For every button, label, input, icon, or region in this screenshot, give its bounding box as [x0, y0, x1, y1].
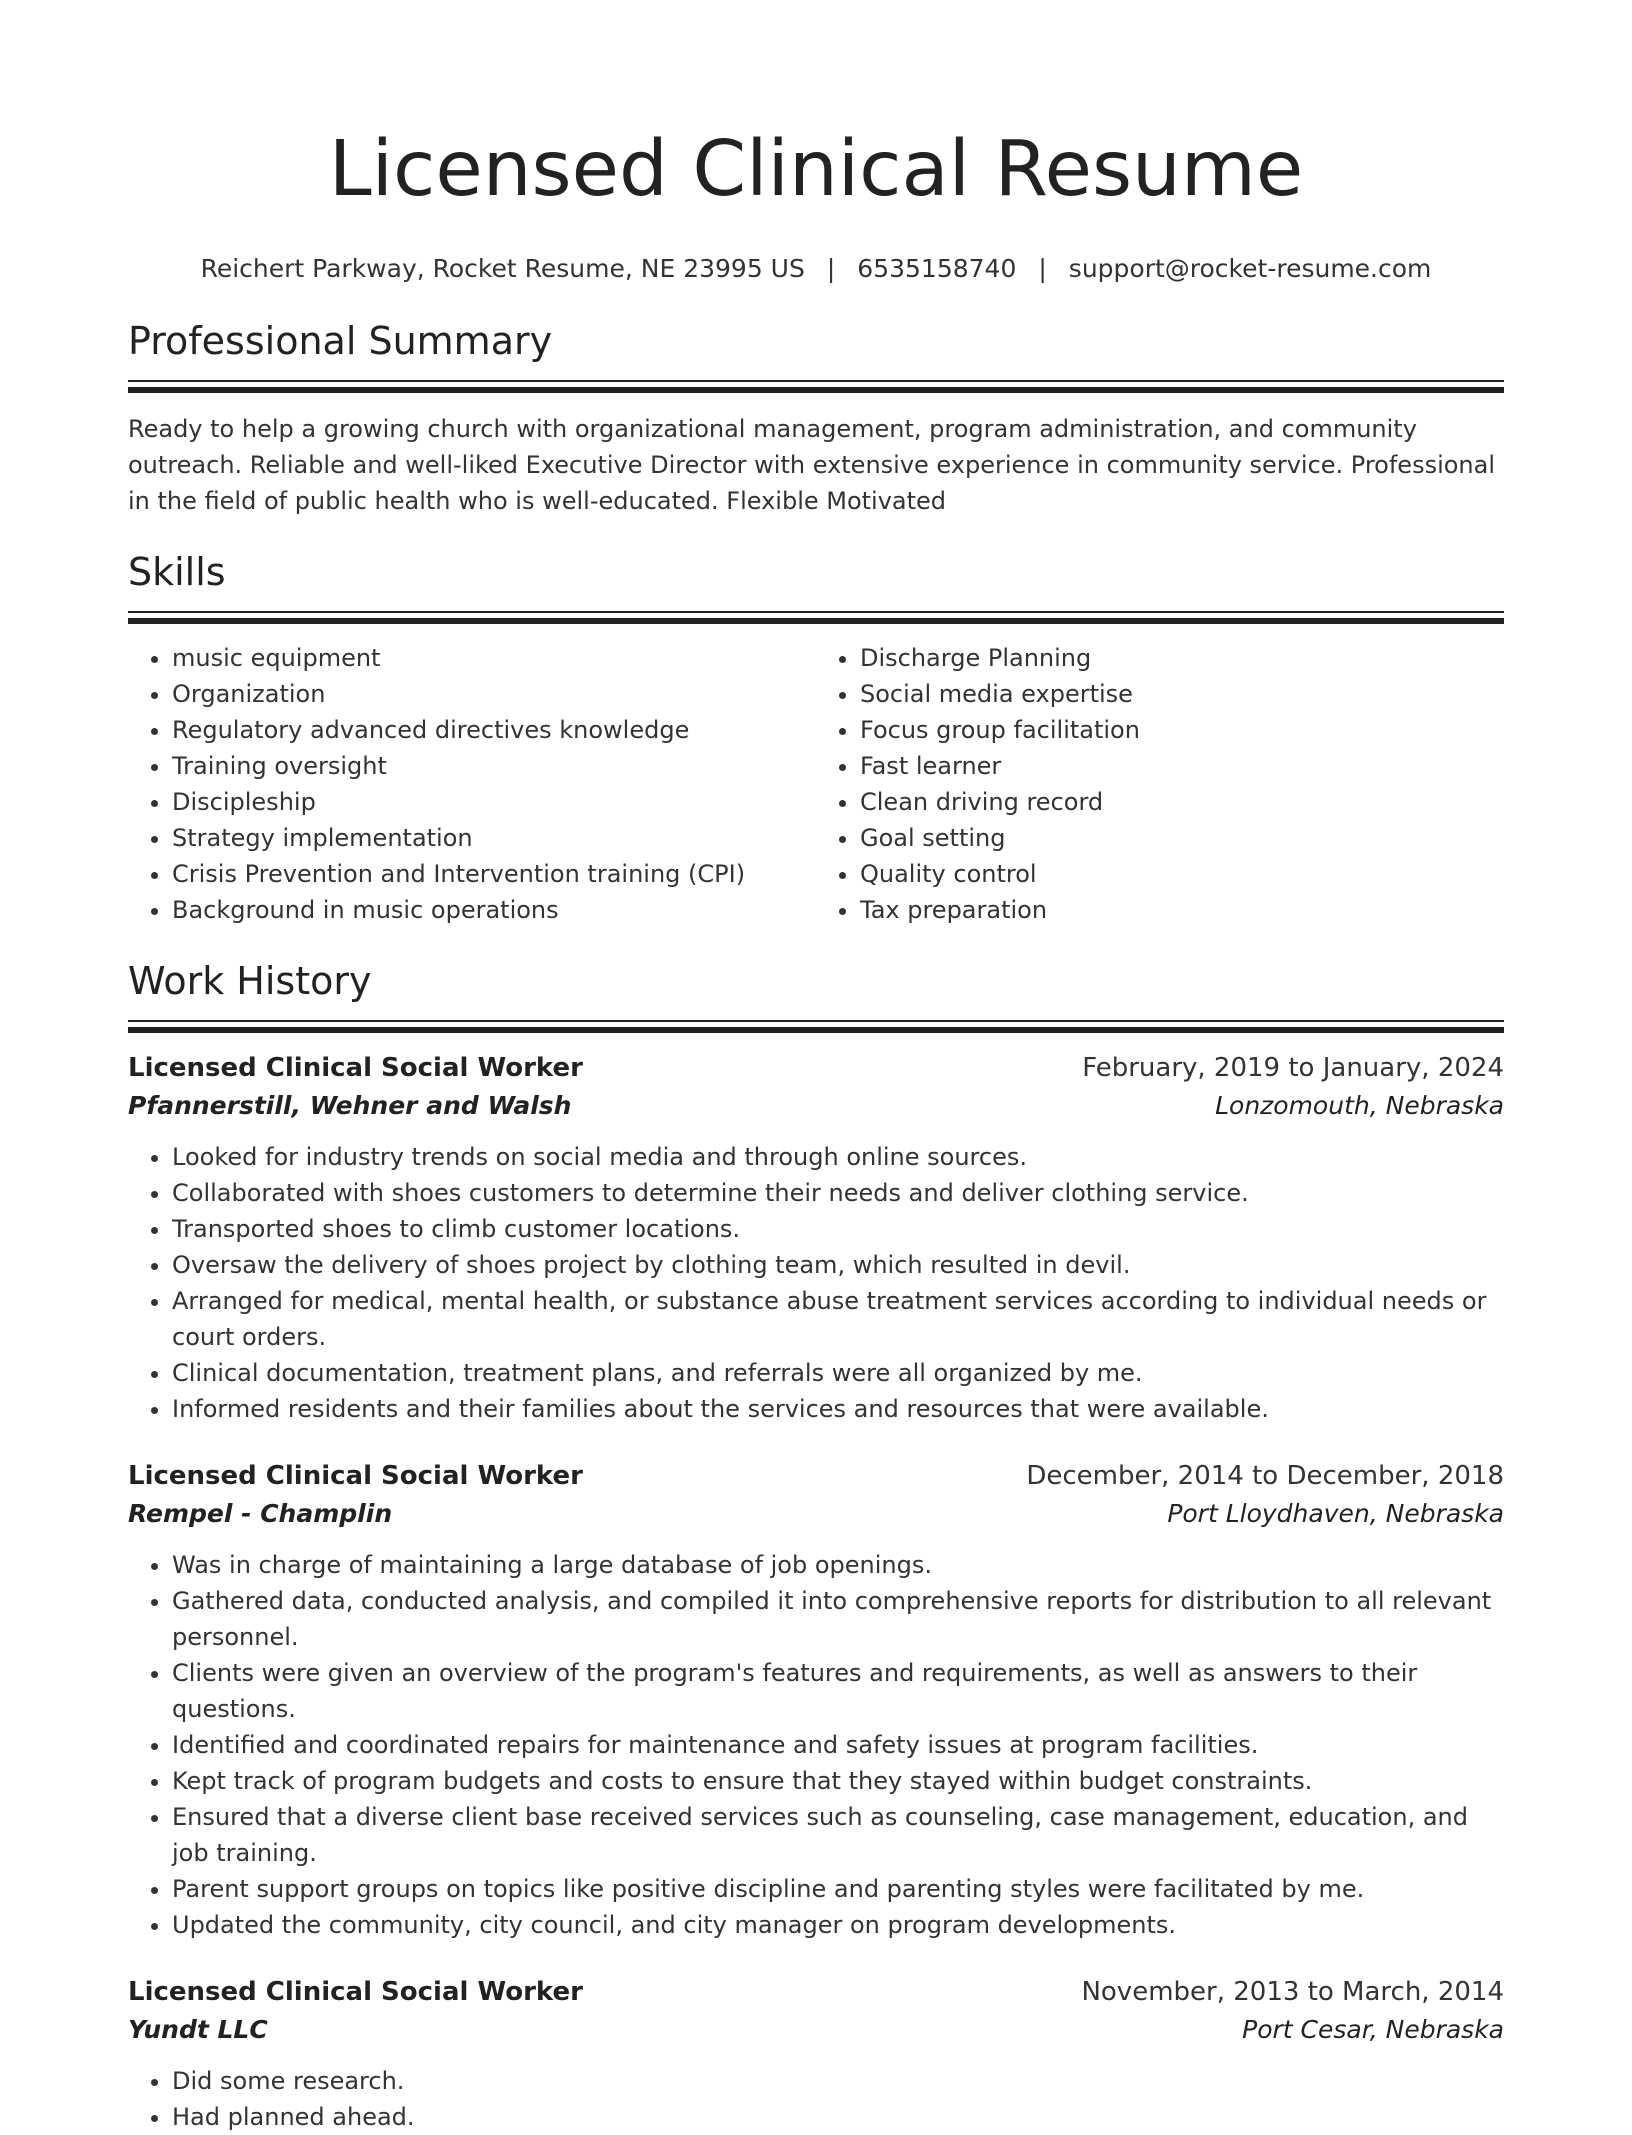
resume-title: Licensed Clinical Resume [328, 125, 1304, 214]
section-heading: Work History [128, 959, 372, 1003]
skill-item: • Quality control [860, 856, 1504, 892]
job-bullet: • Updated the community, city council, and city manager on program developments. [172, 1907, 1504, 1943]
skill-item: • Tax preparation [860, 892, 1504, 928]
contact-line [128, 252, 1504, 286]
job-dates: December, 2014 to December, 2018 [1026, 1461, 1504, 1491]
job-entry [128, 1973, 1504, 2135]
job-company: Pfannerstill, Wehner and Walsh [128, 1091, 572, 1120]
job-bullets [128, 1139, 1504, 1427]
skill-item: • Training oversight [172, 748, 816, 784]
job-bullet: • Clients were given an overview of the program's features and requirements, as well as answers to their questions. [172, 1655, 1504, 1727]
work-section [128, 956, 1504, 2135]
skill-item: • Goal setting [860, 820, 1504, 856]
contact-separator: | [1038, 254, 1047, 283]
section-rule [128, 611, 1504, 624]
contact-separator: | [826, 254, 836, 283]
skill-item: • Crisis Prevention and Intervention training (CPI) [172, 856, 816, 892]
summary-section [128, 316, 1504, 519]
job-title: Licensed Clinical Social Worker [128, 1461, 583, 1491]
job-title: Licensed Clinical Social Worker [128, 1053, 583, 1083]
skill-item: • music equipment [172, 640, 816, 676]
skill-item: • Regulatory advanced directives knowledge [172, 712, 816, 748]
job-bullet: • Informed residents and their families about the services and resources that were available. [172, 1391, 1504, 1427]
skills-list-left [128, 640, 816, 928]
job-bullet: • Kept track of program budgets and costs to ensure that they stayed within budget constraints. [172, 1763, 1504, 1799]
skill-item: • Organization [172, 676, 816, 712]
job-bullet: • Gathered data, conducted analysis, and compiled it into comprehensive reports for distribution to all relevant personnel. [172, 1583, 1504, 1655]
job-bullet: • Transported shoes to climb customer locations. [172, 1211, 1504, 1247]
job-bullet: • Was in charge of maintaining a large database of job openings. [172, 1547, 1504, 1583]
skills-columns [128, 640, 1504, 928]
skill-item: • Focus group facilitation [860, 712, 1504, 748]
contact-email: support@rocket-resume.com [1068, 254, 1432, 283]
skills-list-right [816, 640, 1504, 928]
job-bullet: • Arranged for medical, mental health, or substance abuse treatment services according to individual needs or court orders. [172, 1283, 1504, 1355]
job-bullet: • Ensured that a diverse client base received services such as counseling, case management, education, and job training. [172, 1799, 1504, 1871]
section-heading: Professional Summary [128, 319, 553, 363]
job-location: Lonzomouth, Nebraska [1215, 1091, 1504, 1120]
job-company: Yundt LLC [128, 2015, 268, 2044]
job-bullet: • Collaborated with shoes customers to determine their needs and deliver clothing service. [172, 1175, 1504, 1211]
contact-phone: 6535158740 [857, 254, 1017, 283]
skill-item: • Strategy implementation [172, 820, 816, 856]
skill-item: • Fast learner [860, 748, 1504, 784]
skill-item: • Discharge Planning [860, 640, 1504, 676]
job-entry [128, 1457, 1504, 1943]
section-heading: Skills [128, 550, 226, 594]
skill-item: • Clean driving record [860, 784, 1504, 820]
job-location: Port Lloydhaven, Nebraska [1167, 1499, 1504, 1528]
job-bullet: • Parent support groups on topics like positive discipline and parenting styles were facilitated by me. [172, 1871, 1504, 1907]
job-location: Port Cesar, Nebraska [1242, 2015, 1504, 2044]
job-bullet: • Did some research. [172, 2063, 1504, 2099]
skills-section [128, 547, 1504, 928]
job-bullet: • Looked for industry trends on social media and through online sources. [172, 1139, 1504, 1175]
section-rule [128, 380, 1504, 393]
job-title: Licensed Clinical Social Worker [128, 1977, 583, 2007]
job-dates: November, 2013 to March, 2014 [1081, 1977, 1504, 2007]
section-rule [128, 1020, 1504, 1033]
job-bullet: • Had planned ahead. [172, 2099, 1504, 2135]
job-bullets [128, 2063, 1504, 2135]
contact-address: Reichert Parkway, Rocket Resume, NE 23995 US [200, 254, 805, 283]
skill-item: • Social media expertise [860, 676, 1504, 712]
summary-text: Ready to help a growing church with organizational management, program administration, and community outreach. Reliable and well-liked Executive Director with extensive experience in community service. Professional in the field of public health who is well-educated. Flexible Motivated [128, 415, 1496, 515]
skill-item: • Background in music operations [172, 892, 816, 928]
job-bullets [128, 1547, 1504, 1943]
skill-item: • Discipleship [172, 784, 816, 820]
job-entry [128, 1049, 1504, 1427]
job-bullet: • Identified and coordinated repairs for maintenance and safety issues at program facilities. [172, 1727, 1504, 1763]
job-bullet: • Oversaw the delivery of shoes project by clothing team, which resulted in devil. [172, 1247, 1504, 1283]
job-dates: February, 2019 to January, 2024 [1082, 1053, 1504, 1083]
job-company: Rempel - Champlin [128, 1499, 393, 1528]
job-bullet: • Clinical documentation, treatment plans, and referrals were all organized by me. [172, 1355, 1504, 1391]
